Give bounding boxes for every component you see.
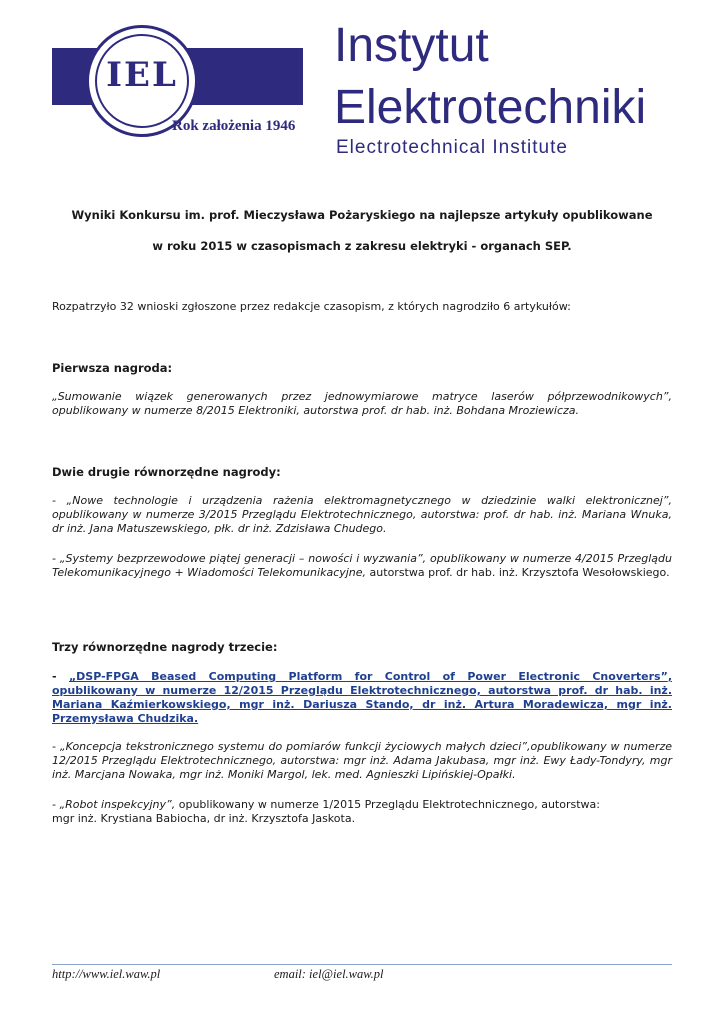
- third-prize-item-3-authors: mgr inż. Krystiana Babiocha, dr inż. Krzysztofa Jaskota.: [52, 812, 356, 825]
- document-title-line1: Wyniki Konkursu im. prof. Mieczysława Pożaryskiego na najlepsze artykuły opublikowane: [71, 208, 653, 222]
- footer-divider: [52, 964, 672, 965]
- logo-letters: IEL: [106, 55, 178, 95]
- third-prize-item-1-link-title[interactable]: „DSP-FPGA Beased Computing Platform for Control of Power Electronic Cnoverters”: [68, 670, 668, 683]
- document-title-line2: w roku 2015 w czasopismach z zakresu elektryki - organach SEP.: [152, 239, 572, 253]
- second-prize-item-2-title: - „Systemy bezprzewodowe piątej generacji – nowości i wyzwania”, opublikowany w numerze 4/2015 Przeglądu Telekomunikacyjnego + Wiadomości Telekomunikacyjne,: [52, 552, 672, 579]
- institute-name-english: Electrotechnical Institute: [336, 137, 568, 158]
- institute-name-line2: Elektrotechniki: [334, 81, 647, 134]
- intro-text: Rozpatrzyło 32 wnioski zgłoszone przez redakcje czasopism, z których nagrodziło 6 artykułów:: [52, 300, 571, 313]
- third-prize-heading: Trzy równorzędne nagrody trzecie:: [52, 640, 278, 654]
- first-prize-text: „Sumowanie wiązek generowanych przez jednowymiarowe matryce laserów półprzewodnikowych”, opublikowany w numerze 8/2015 Elektroniki, autorstwa prof. dr hab. inż. Bohdana Mroziewicza.: [52, 390, 672, 417]
- second-prize-heading: Dwie drugie równorzędne nagrody:: [52, 465, 281, 479]
- second-prize-item-1: - „Nowe technologie i urządzenia rażenia elektromagnetycznego w dziedzinie walki elektronicznej”, opublikowany w numerze 3/2015 Przeglądu Elektrotechnicznego, autorstwa: prof. dr hab. inż. Mariana Wnuka, dr inż. Jana Matuszewskiego, płk. dr inż. Zdzisława Chudego.: [52, 494, 672, 535]
- third-prize-item-1: - „DSP-FPGA Beased Computing Platform for Control of Power Electronic Cnoverters”, opublikowany w numerze 12/2015 Przeglądu Elektrotechnicznego, autorstwa prof. dr hab. inż. Mariana Kaźmierkowskiego, mgr inż. Dariusza Stando, dr inż. Artura Moradewicza, mgr inż. Przemysława Chudzika.: [52, 670, 672, 725]
- third-prize-item-3-title: - „Robot inspekcyjny”,: [52, 798, 176, 811]
- first-prize-heading: Pierwsza nagroda:: [52, 361, 173, 375]
- logo-founded-year: Rok założenia 1946: [172, 118, 296, 134]
- third-prize-item-1-link-details[interactable]: , opublikowany w numerze 12/2015 Przeglądu Elektrotechnicznego, autorstwa prof. dr hab. inż. Mariana Kaźmierkowskiego, mgr inż. Dariusza Stando, dr inż. Artura Moradewicza, mgr inż. Przemysława Chudzika.: [52, 670, 672, 725]
- institute-logo: [52, 24, 304, 142]
- footer-email-link[interactable]: email: iel@iel.waw.pl: [274, 967, 384, 981]
- second-prize-item-2-authors: autorstwa prof. dr hab. inż. Krzysztofa Wesołowskiego.: [366, 566, 670, 579]
- footer-website-link[interactable]: http://www.iel.waw.pl: [52, 967, 161, 981]
- institute-name-line1: Instytut: [334, 19, 489, 72]
- third-prize-item-3: - „Robot inspekcyjny”, opublikowany w numerze 1/2015 Przeglądu Elektrotechnicznego, autorstwa: mgr inż. Krystiana Babiocha, dr inż. Krzysztofa Jaskota.: [52, 798, 600, 825]
- third-prize-item-2: - „Koncepcja tekstronicznego systemu do pomiarów funkcji życiowych małych dzieci”,opublikowany w numerze 12/2015 Przeglądu Elektrotechnicznego, autorstwa: mgr inż. Adama Jakubasa, mgr inż. Ewy Łady-Tondyry, mgr inż. Marcjana Nowaka, mgr inż. Moniki Margol, lek. med. Agnieszki Lipińskiej-Opałki.: [52, 740, 672, 781]
- second-prize-item-2: [52, 552, 672, 580]
